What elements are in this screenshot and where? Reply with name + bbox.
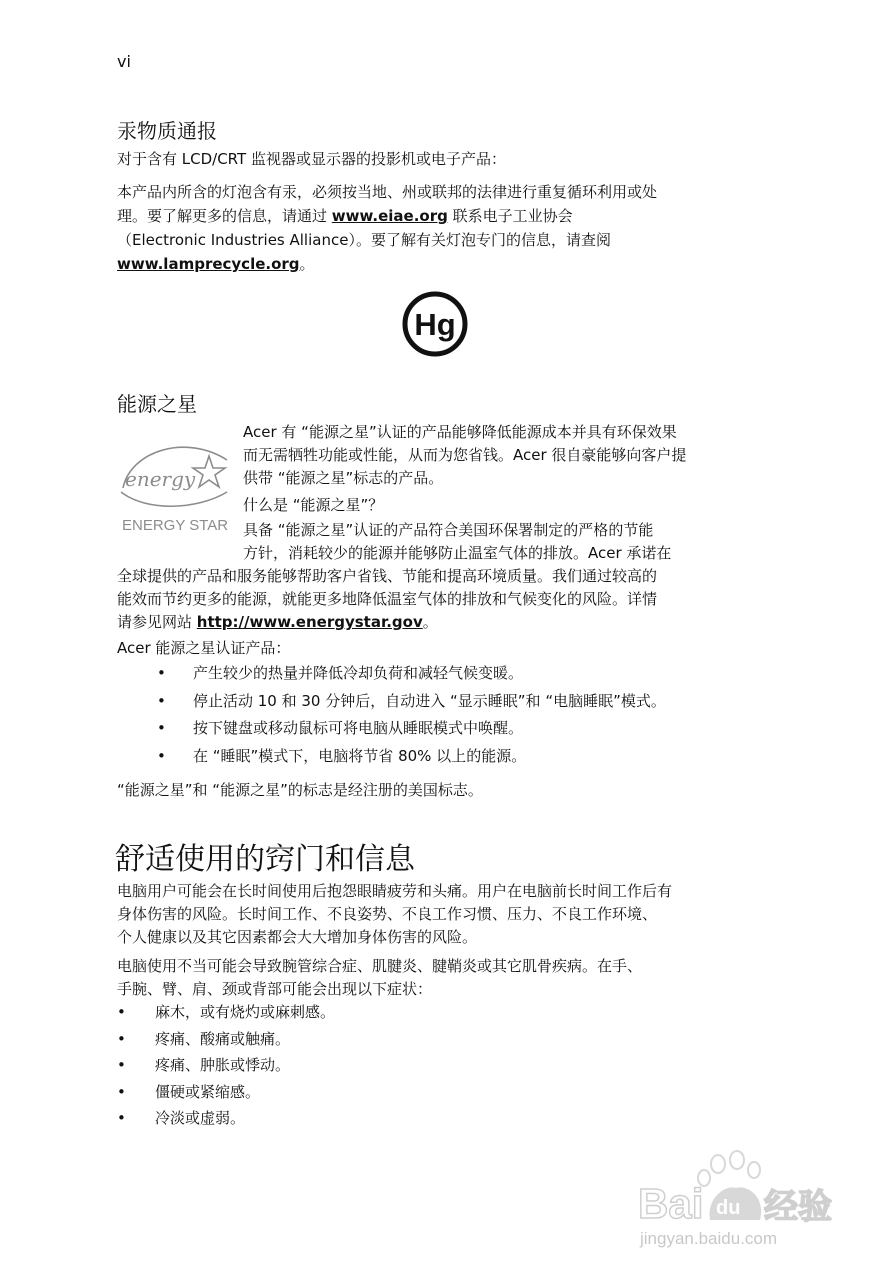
energy-star-question: 什么是 “能源之星”？ <box>243 496 384 514</box>
bullet-icon: • <box>157 664 166 682</box>
energy-star-paragraph-2a: 具备 “能源之星”认证的产品符合美国环保署制定的严格的节能 方针，消耗较少的能源并能够防止温室气体的排放。Acer 承诺在 <box>243 521 672 562</box>
mercury-hg-icon <box>401 290 469 358</box>
mercury-line-4: www.lamprecycle.org。 <box>117 255 315 273</box>
bullet-icon: • <box>117 1056 126 1074</box>
comfort-paragraph-2: 电脑使用不当可能会导致腕管综合症、肌腱炎、腱鞘炎或其它肌骨疾病。在手、 手腕、臂、肩、颈或背部可能会出现以下症状： <box>117 957 643 998</box>
page-number: vi <box>117 52 131 71</box>
bullet-icon: • <box>117 1109 126 1127</box>
bullet-icon: • <box>117 1030 126 1048</box>
energy-star-caption: ENERGY STAR <box>122 517 229 534</box>
list-item <box>117 1080 126 1104</box>
comfort-paragraph-1: 电脑用户可能会在长时间使用后抱怨眼睛疲劳和头痛。用户在电脑前长时间工作后有 身体伤害的风险。长时间工作、不良姿势、不良工作习惯、压力、不良工作环境、 个人健康以及其它因素都会大大增加身体伤害的风险。 <box>117 882 673 946</box>
list-item-text: 僵硬或紧缩感。 <box>155 1083 261 1101</box>
bullet-icon: • <box>117 1083 126 1101</box>
list-item <box>157 661 166 685</box>
list-item <box>117 1000 126 1024</box>
list-item-text: 停止活动 10 和 30 分钟后，自动进入 “显示睡眠”和 “电脑睡眠”模式。 <box>193 692 666 710</box>
bullet-icon: • <box>157 719 166 737</box>
list-item-text: 冷淡或虚弱。 <box>155 1109 246 1127</box>
list-item-text: 麻木，或有烧灼或麻刺感。 <box>155 1003 336 1021</box>
bullet-icon: • <box>157 692 166 710</box>
lamprecycle-link[interactable]: www.lamprecycle.org <box>117 255 300 273</box>
list-item-text: 按下键盘或移动鼠标可将电脑从睡眠模式中唤醒。 <box>193 719 524 737</box>
bullet-icon: • <box>157 747 166 765</box>
mercury-line-1: 本产品内所含的灯泡含有汞，必须按当地、州或联邦的法律进行重复循环利用或处 <box>117 183 658 201</box>
mercury-line-2: 理。要了解更多的信息，请通过 www.eiae.org 联系电子工业协会 <box>117 207 573 225</box>
mercury-intro: 对于含有 LCD/CRT 监视器或显示器的投影机或电子产品： <box>117 150 506 168</box>
energystar-link[interactable]: http://www.energystar.gov <box>196 613 423 631</box>
certified-products-title: Acer 能源之星认证产品： <box>117 639 291 657</box>
list-item <box>157 716 166 740</box>
list-item <box>117 1053 126 1077</box>
energy-star-paragraph-2b: 全球提供的产品和服务能够帮助客户省钱、节能和提高环境质量。我们通过较高的 能效而节约更多的能源，就能更多地降低温室气体的排放和气候变化的风险。详情 请参见网站 http://www.energystar.gov。 <box>117 567 658 631</box>
hg-logo-text: Hg <box>414 307 456 342</box>
baidu-jingyan-watermark-icon <box>636 1148 846 1268</box>
list-item <box>157 744 166 768</box>
energy-star-paragraph-1: Acer 有 “能源之星”认证的产品能够降低能源成本并具有环保效果 而无需牺牲功能或性能，从而为您省钱。Acer 很自豪能够向客户提 供带 “能源之星”标志的产品。 <box>243 423 687 487</box>
watermark-brand-pre: Bai <box>638 1180 704 1227</box>
comfort-section-title: 舒适使用的窍门和信息 <box>115 842 415 877</box>
list-item <box>157 689 166 713</box>
trademark-note: “能源之星”和 “能源之星”的标志是经注册的美国标志。 <box>117 781 483 799</box>
mercury-paragraph <box>117 180 657 276</box>
bullet-icon: • <box>117 1003 126 1021</box>
list-item-text: 在 “睡眠”模式下，电脑将节省 80% 以上的能源。 <box>193 747 527 765</box>
list-item <box>117 1106 126 1130</box>
list-item <box>117 1027 126 1051</box>
mercury-line-3: （Electronic Industries Alliance）。要了解有关灯泡专门的信息，请查阅 <box>117 231 611 249</box>
energy-star-section-title: 能源之星 <box>117 392 197 416</box>
list-item-text: 疼痛、酸痛或触痛。 <box>155 1030 291 1048</box>
watermark-url: jingyan.baidu.com <box>640 1229 778 1248</box>
list-item-text: 产生较少的热量并降低冷却负荷和减轻气候变暖。 <box>193 664 524 682</box>
watermark-paw-text: du <box>716 1197 741 1219</box>
energy-script-text: energy <box>125 467 196 491</box>
eiae-link[interactable]: www.eiae.org <box>331 207 448 225</box>
mercury-section-title: 汞物质通报 <box>117 119 217 143</box>
list-item-text: 疼痛、肿胀或悸动。 <box>155 1056 291 1074</box>
watermark-brand-post: 经验 <box>764 1187 832 1227</box>
energy-star-logo-icon <box>117 430 231 540</box>
